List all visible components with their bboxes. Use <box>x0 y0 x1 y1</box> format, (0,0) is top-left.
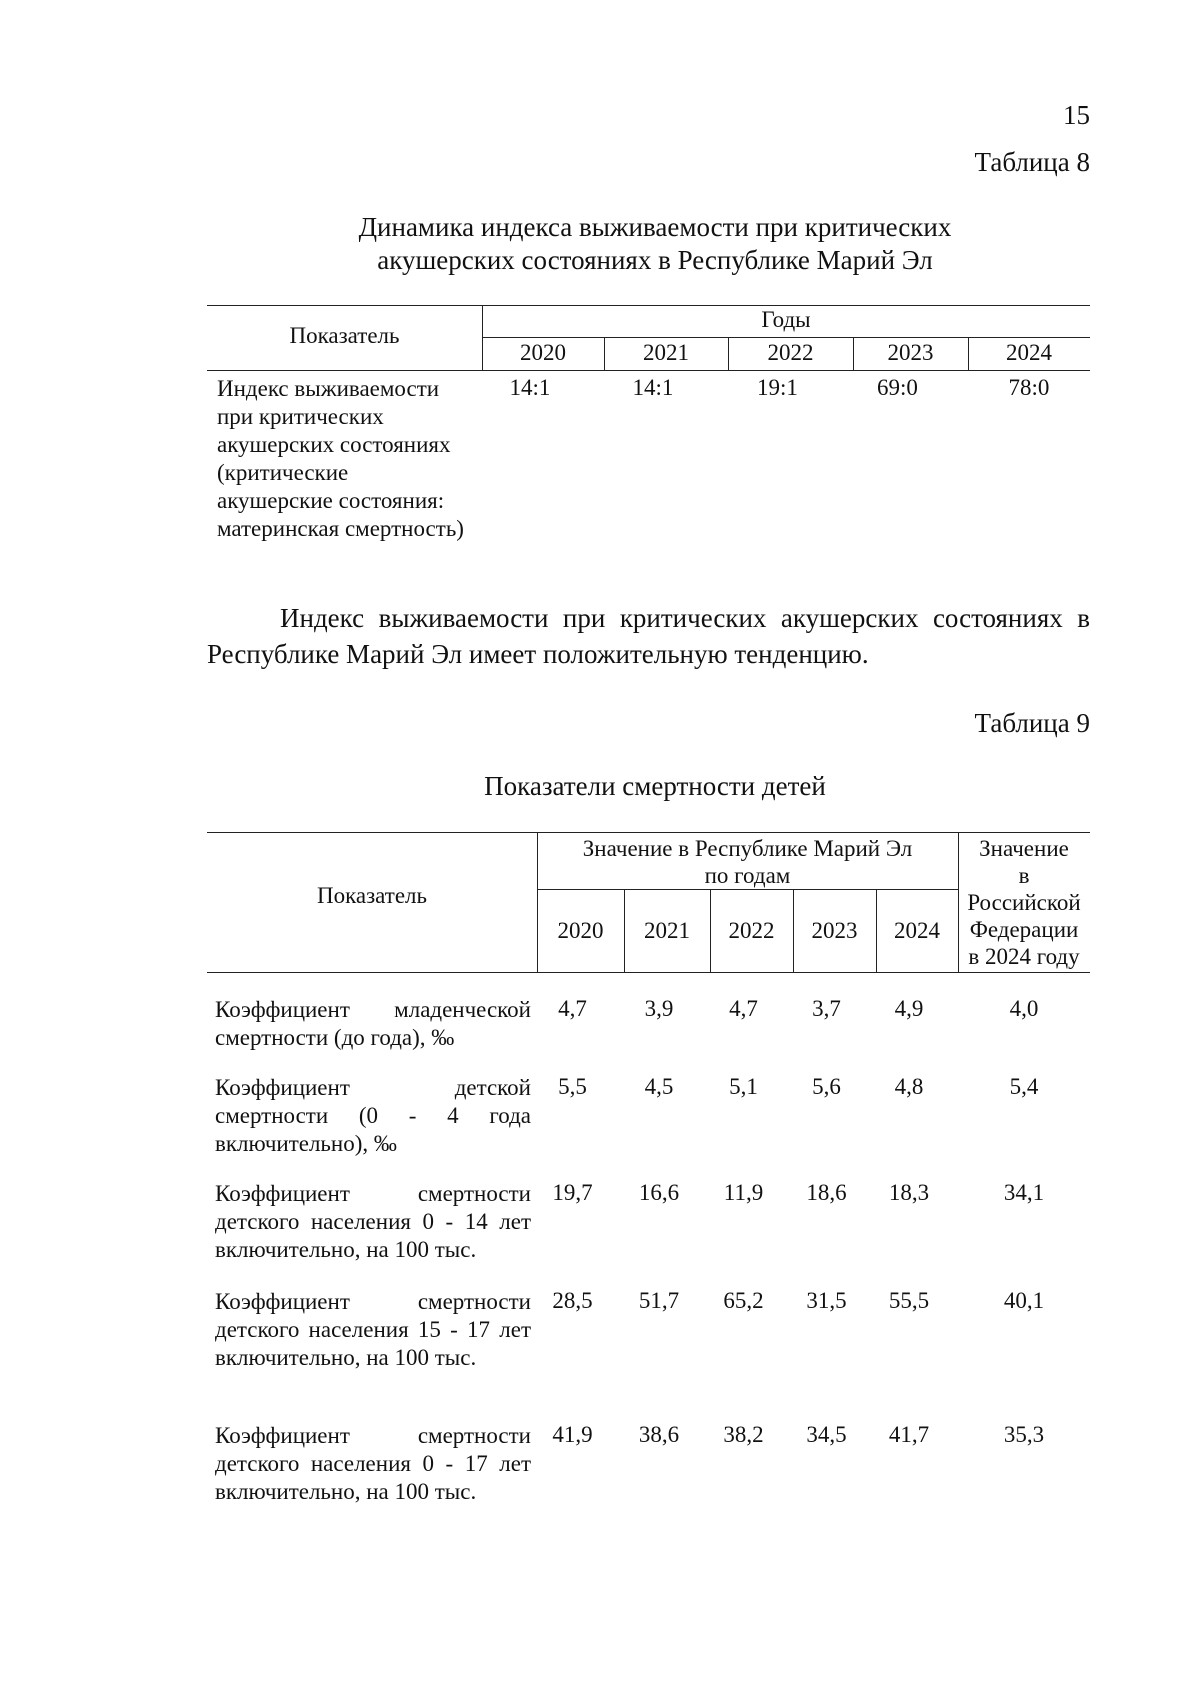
table9-value: 4,7 <box>558 996 587 1021</box>
table9-value: 51,7 <box>638 1288 680 1313</box>
table8-value: 19:1 <box>757 375 798 400</box>
table8-top-rule <box>207 305 1090 306</box>
table9-value: 5,6 <box>812 1074 841 1099</box>
table8-year-header: 2021 <box>643 340 689 365</box>
table9-label: Таблица 9 <box>974 708 1090 738</box>
table8-row-indicator: Индекс выживаемости при критических акушерских состояниях (критические акушерские состояния: материнская смертность) <box>217 376 464 541</box>
table9-value: 16,6 <box>638 1180 680 1205</box>
table9-rf-value: 35,3 <box>1003 1422 1045 1447</box>
table8-header-years: Годы <box>761 307 811 332</box>
table9-row-indicator: Коэффициент смертности детского населения 0 - 17 лет включительно, на 100 тыс. <box>215 1423 531 1504</box>
table9-years-rule <box>537 889 958 890</box>
table8-year-header: 2023 <box>887 340 934 365</box>
table9-row-indicator: Коэффициент смертности детского населения 15 - 17 лет включительно, на 100 тыс. <box>215 1289 531 1370</box>
table9-value: 41,7 <box>888 1422 930 1447</box>
table9-header-indicator: Показатель <box>316 883 428 908</box>
page-number: 15 <box>1063 100 1090 130</box>
table9-value: 34,5 <box>806 1422 847 1447</box>
table8-value: 14:1 <box>509 375 551 400</box>
table8-caption-line2: акушерских состояниях в Республике Марий Эл <box>377 245 933 275</box>
table9-rf-value: 34,1 <box>1003 1180 1045 1205</box>
table9-header-region-line2: по годам <box>704 863 791 888</box>
table9-value: 38,2 <box>723 1422 764 1447</box>
table9-header-bottom-rule <box>207 972 1090 973</box>
table9-value: 3,9 <box>644 996 674 1021</box>
table9-year-header: 2022 <box>728 918 775 943</box>
table9-header-rf-line: Российской <box>967 890 1081 915</box>
table9-value: 19,7 <box>552 1180 593 1205</box>
table9-value: 4,8 <box>894 1074 924 1099</box>
table9-value: 55,5 <box>888 1288 930 1313</box>
table9-year-header: 2020 <box>557 918 604 943</box>
table9-header-rf <box>958 835 1090 970</box>
table9-value: 28,5 <box>552 1288 593 1313</box>
table9-rf-value: 40,1 <box>1003 1288 1045 1313</box>
table9-header-rf-line: Значение <box>979 836 1069 861</box>
table9-year-header: 2023 <box>811 918 858 943</box>
table8-caption-line1: Динамика индекса выживаемости при критических <box>358 212 952 242</box>
table9-year-header: 2021 <box>644 918 690 943</box>
table8-value: 78:0 <box>1008 375 1050 400</box>
table9-value: 4,9 <box>894 996 924 1021</box>
table9-rf-value: 5,4 <box>1009 1074 1039 1099</box>
table9-header-rf-line: в 2024 году <box>968 944 1080 969</box>
table8-year-header: 2022 <box>767 340 814 365</box>
body-paragraph-text: Индекс выживаемости при критических акушерских состояниях в Республике Марий Эл имеет положительную тенденцию. <box>207 603 1090 669</box>
table9-row-indicator: Коэффициент младенческой смертности (до года), ‰ <box>215 997 531 1050</box>
table9-year-header: 2024 <box>894 918 940 943</box>
table8-value: 69:0 <box>877 375 918 400</box>
table9-value: 18,6 <box>806 1180 847 1205</box>
body-paragraph <box>207 600 1090 672</box>
table9-value: 38,6 <box>638 1422 680 1447</box>
table8-value: 14:1 <box>632 375 674 400</box>
table9-value: 3,7 <box>812 996 841 1021</box>
table9-value: 5,1 <box>729 1074 758 1099</box>
table9-rf-value: 4,0 <box>1009 996 1039 1021</box>
table8-caption <box>0 211 1200 277</box>
table9-value: 11,9 <box>723 1180 764 1205</box>
table8-header-indicator: Показатель <box>289 323 400 348</box>
table9-caption: Показатели смертности детей <box>484 771 826 801</box>
table8-year-header: 2020 <box>520 340 566 365</box>
table9-value: 5,5 <box>558 1074 587 1099</box>
table9-row-indicator: Коэффициент смертности детского населения 0 - 14 лет включительно, на 100 тыс. <box>215 1181 531 1262</box>
table8-header-bottom-rule <box>207 370 1090 371</box>
table9-header-rf-line: Федерации <box>969 917 1079 942</box>
table9-header-region <box>537 835 958 889</box>
table8-years-rule <box>482 337 1090 338</box>
table9-value: 18,3 <box>888 1180 930 1205</box>
table8-label: Таблица 8 <box>974 147 1090 177</box>
table9-value: 31,5 <box>806 1288 847 1313</box>
table9-header-rf-line: в <box>1018 863 1030 888</box>
table9-value: 4,7 <box>729 996 758 1021</box>
table9-header-region-line1: Значение в Республике Марий Эл <box>582 836 913 861</box>
table9-value: 65,2 <box>723 1288 764 1313</box>
table9-value: 41,9 <box>552 1422 593 1447</box>
table9-value: 4,5 <box>644 1074 674 1099</box>
table9-row-indicator: Коэффициент детской смертности (0 - 4 года включительно), ‰ <box>215 1075 531 1156</box>
table8-year-header: 2024 <box>1006 340 1052 365</box>
